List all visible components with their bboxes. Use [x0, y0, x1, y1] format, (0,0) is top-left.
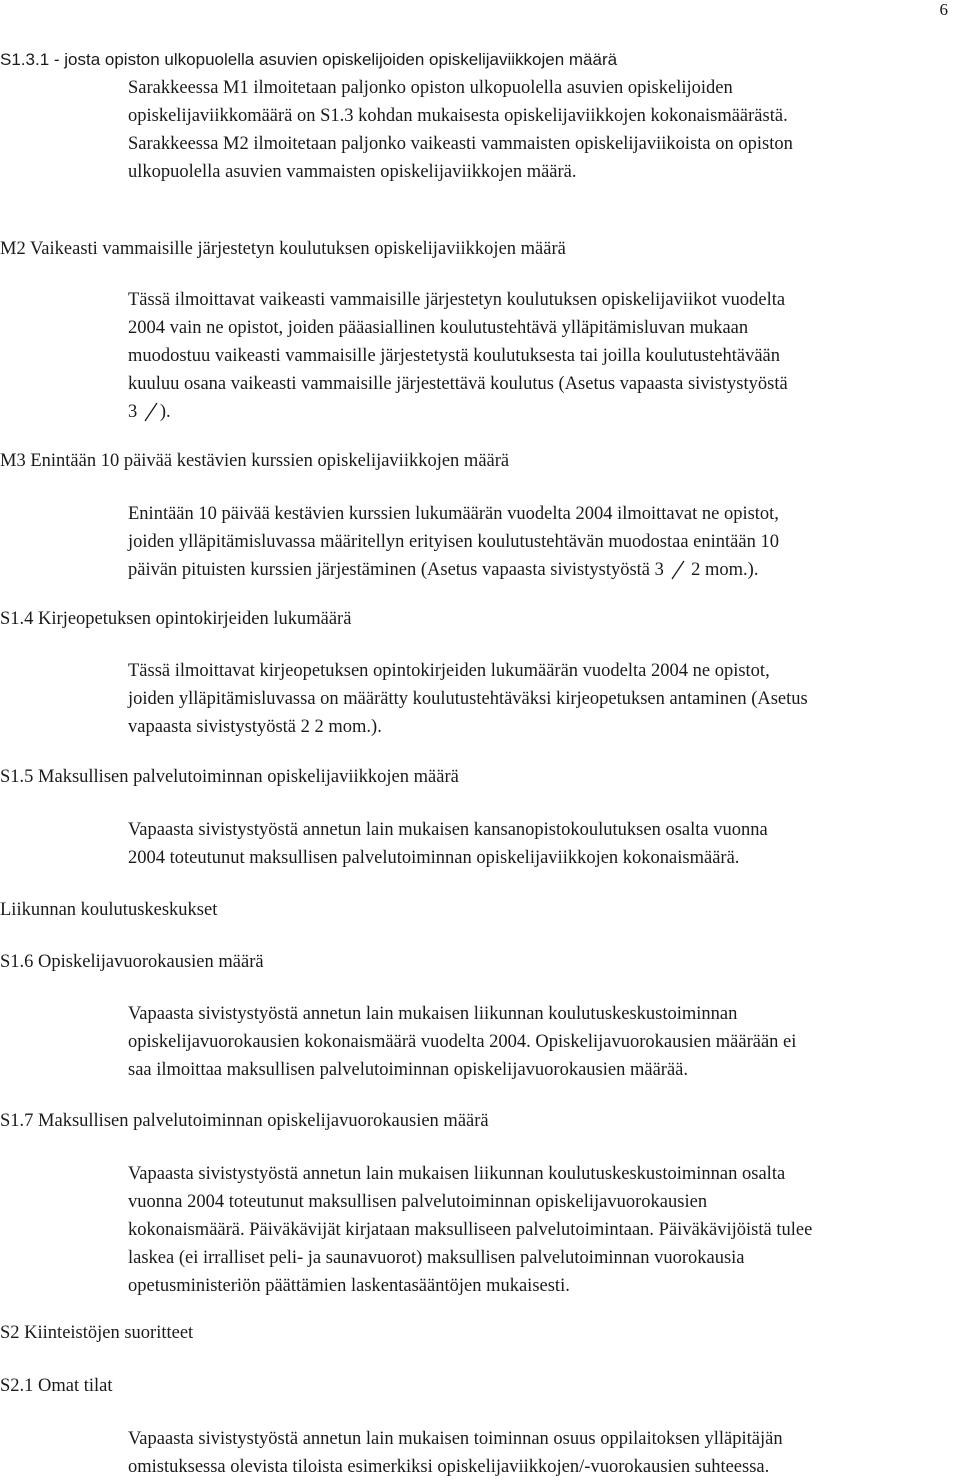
heading-s2-1: S2.1 Omat tilat: [0, 1376, 113, 1396]
paragraph-line: vuonna 2004 toteutunut maksullisen palvelutoiminnan opiskelijavuorokausien: [128, 1192, 708, 1212]
heading-s1-6: S1.6 Opiskelijavuorokausien määrä: [0, 952, 264, 972]
paragraph-line: Vapaasta sivistystyöstä annetun lain mukaisen kansanopistokoulutuksen osalta vuonna: [128, 820, 768, 840]
paragraph-s2-1: [128, 1425, 958, 1481]
paragraph-line: joiden ylläpitämisluvassa määritellyn erityisen koulutustehtävän muodostaa enintään 10: [128, 532, 779, 552]
paragraph-s1-5: [128, 816, 958, 872]
paragraph-line: ulkopuolella asuvien vammaisten opiskelijaviikkojen määrä.: [128, 162, 577, 182]
heading-m3: M3 Enintään 10 päivää kestävien kurssien opiskelijaviikkojen määrä: [0, 451, 510, 471]
paragraph-line: 2004 toteutunut maksullisen palvelutoiminnan opiskelijaviikkojen kokonaismäärä.: [128, 848, 740, 868]
paragraph-line: 3 ).: [128, 402, 171, 422]
paragraph-line: joiden ylläpitämisluvassa on määrätty koulutustehtäväksi kirjeopetuksen antaminen (Asetus: [128, 689, 808, 709]
heading-s2: S2 Kiinteistöjen suoritteet: [0, 1323, 194, 1343]
paragraph-line: vapaasta sivistystyöstä 2 2 mom.).: [128, 717, 382, 737]
paragraph-line: Vapaasta sivistystyöstä annetun lain mukaisen liikunnan koulutuskeskustoiminnan: [128, 1004, 738, 1024]
paragraph-line: Tässä ilmoittavat kirjeopetuksen opintokirjeiden lukumäärän vuodelta 2004 ne opistot,: [128, 661, 770, 681]
paragraph-line: opetusministeriön päättämien laskentasääntöjen mukaisesti.: [128, 1276, 570, 1296]
paragraph-m3: [128, 500, 958, 584]
paragraph-s1-7: [128, 1160, 958, 1300]
paragraph-line: 2004 vain ne opistot, joiden pääasiallinen koulutustehtävä ylläpitämisluvan mukaan: [128, 318, 749, 338]
section-sign-icon: [142, 401, 160, 423]
heading-liikunnan-koulutuskeskukset: Liikunnan koulutuskeskukset: [0, 900, 218, 920]
paragraph-line: Sarakkeessa M1 ilmoitetaan paljonko opiston ulkopuolella asuvien opiskelijoiden: [128, 78, 733, 98]
paragraph-line: opiskelijavuorokausien kokonaismäärä vuodelta 2004. Opiskelijavuorokausien määrään ei: [128, 1032, 797, 1052]
paragraph-s1-3-1: [128, 74, 958, 186]
paragraph-line: Vapaasta sivistystyöstä annetun lain mukaisen toiminnan osuus oppilaitoksen ylläpitäjän: [128, 1429, 783, 1449]
paragraph-line: opiskelijaviikkomäärä on S1.3 kohdan mukaisesta opiskelijaviikkojen kokonaismäärästä.: [128, 106, 788, 126]
paragraph-line: omistuksessa olevista tiloista esimerkiksi opiskelijaviikkojen/-vuorokausien suhteessa.: [128, 1457, 770, 1477]
paragraph-m2: [128, 286, 958, 426]
paragraph-line: kokonaismäärä. Päiväkävijät kirjataan maksulliseen palvelutoimintaan. Päiväkävijöistä tulee: [128, 1220, 813, 1240]
paragraph-line: päivän pituisten kurssien järjestäminen (Asetus vapaasta sivistystyöstä 3 2 mom.).: [128, 560, 759, 580]
paragraph-line: muodostuu vaikeasti vammaisille järjestetystä koulutuksesta tai joilla koulutustehtävään: [128, 346, 780, 366]
section-sign-icon: [669, 559, 687, 581]
heading-m2: M2 Vaikeasti vammaisille järjestetyn koulutuksen opiskelijaviikkojen määrä: [0, 239, 566, 259]
paragraph-line: laskea (ei irralliset peli- ja saunavuorot) maksullisen palvelutoiminnan vuorokausia: [128, 1248, 745, 1268]
paragraph-line: Enintään 10 päivää kestävien kurssien lukumäärän vuodelta 2004 ilmoittavat ne opistot,: [128, 504, 779, 524]
paragraph-line: kuuluu osana vaikeasti vammaisille järjestettävä koulutus (Asetus vapaasta sivistystyöstä: [128, 374, 788, 394]
paragraph-line: Tässä ilmoittavat vaikeasti vammaisille järjestetyn koulutuksen opiskelijaviikot vuodelta: [128, 290, 786, 310]
paragraph-line: Sarakkeessa M2 ilmoitetaan paljonko vaikeasti vammaisten opiskelijaviikoista on opiston: [128, 134, 793, 154]
paragraph-s1-6: [128, 1000, 958, 1084]
paragraph-line: saa ilmoittaa maksullisen palvelutoiminnan opiskelijavuorokausien määrää.: [128, 1060, 688, 1080]
heading-s1-5: S1.5 Maksullisen palvelutoiminnan opiskelijaviikkojen määrä: [0, 767, 459, 787]
heading-s1-4: S1.4 Kirjeopetuksen opintokirjeiden lukumäärä: [0, 609, 352, 629]
heading-s1-7: S1.7 Maksullisen palvelutoiminnan opiskelijavuorokausien määrä: [0, 1111, 489, 1131]
paragraph-s1-4: [128, 657, 958, 741]
page-number: 6: [939, 0, 948, 19]
heading-s1-3-1: S1.3.1 - josta opiston ulkopuolella asuvien opiskelijoiden opiskelijaviikkojen määrä: [0, 50, 618, 69]
paragraph-line: Vapaasta sivistystyöstä annetun lain mukaisen liikunnan koulutuskeskustoiminnan osalta: [128, 1164, 786, 1184]
